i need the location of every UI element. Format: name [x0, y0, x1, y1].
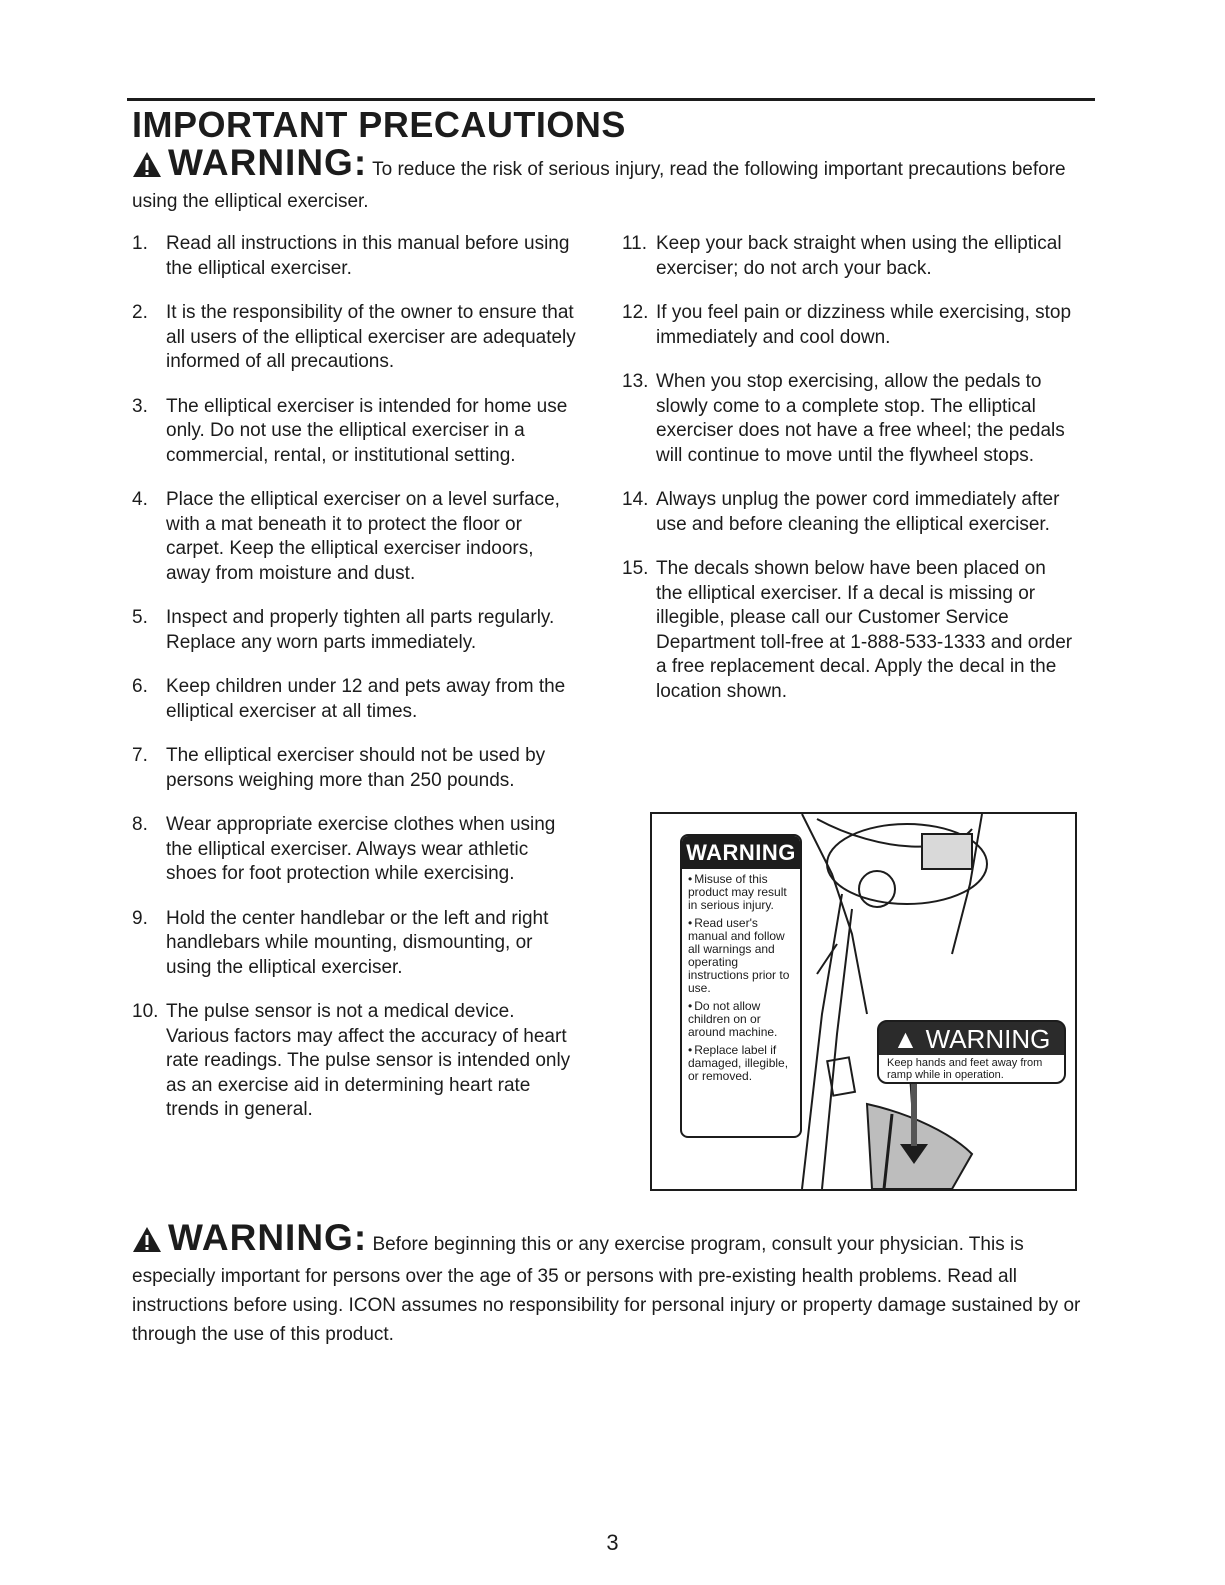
- precaution-item: 4. Place the elliptical exerciser on a level surface, with a mat beneath it to protect the floor or carpet. Keep the elliptical exerciser indoors, away from moisture and dust.: [132, 489, 560, 584]
- warning-physician-text: Before beginning this or any exercise program, consult your physician. This is especially important for persons over the age of 35 or persons with pre-existing health problems. Read all instructions before using. ICON assumes no responsibility for personal injury or property damage sustained by or through the use of this product.: [132, 1234, 1081, 1345]
- page-number: 3: [606, 1530, 619, 1555]
- warning-decal-large: [877, 1020, 1066, 1084]
- warning-triangle-icon: [132, 1226, 162, 1262]
- precaution-item: 1. Read all instructions in this manual before using the elliptical exerciser.: [132, 233, 570, 279]
- warning-intro: [132, 142, 1092, 216]
- decal-small-bullet: • Misuse of this product may result in serious injury.: [688, 873, 794, 912]
- decal-illustration: [650, 812, 1077, 1191]
- precautions-left-column: [132, 232, 582, 1143]
- decal-small-bullet: • Replace label if damaged, illegible, or removed.: [688, 1044, 794, 1083]
- precaution-item: 11. Keep your back straight when using the elliptical exerciser; do not arch your back.: [622, 233, 1062, 279]
- warning-physician: [132, 1217, 1092, 1349]
- page-title: IMPORTANT PRECAUTIONS: [132, 104, 626, 145]
- decal-small-bullet: • Read user's manual and follow all warnings and operating instructions prior to use.: [688, 917, 794, 995]
- precautions-right-column: [622, 232, 1077, 724]
- warning-label: WARNING:: [168, 142, 368, 183]
- decal-large-text: Keep hands and feet away from ramp while in operation.: [879, 1055, 1064, 1084]
- warning-triangle-icon: ▲: [892, 1024, 919, 1054]
- precaution-item: 3. The elliptical exerciser is intended for home use only. Do not use the elliptical exerciser in a commercial, rental, or institutional setting.: [132, 395, 568, 466]
- precaution-item: 13. When you stop exercising, allow the pedals to slowly come to a complete stop. The elliptical exerciser does not have a free wheel; the pedals will continue to move until the flywheel stops.: [622, 371, 1065, 466]
- precaution-item: 15. The decals shown below have been placed on the elliptical exerciser. If a decal is missing or illegible, please call our Customer Service Department toll-free at 1-888-533-1333 and order a free replacement decal. Apply the decal in the location shown.: [622, 558, 1073, 702]
- warning-triangle-icon: [132, 151, 162, 187]
- decal-small-bullet: • Do not allow children on or around machine.: [688, 1000, 794, 1039]
- warning-label: WARNING:: [168, 1217, 368, 1258]
- decal-small-heading: WARNING: [682, 836, 800, 869]
- warning-decal-small: [680, 834, 802, 1138]
- precaution-item: 5. Inspect and properly tighten all parts regularly. Replace any worn parts immediately.: [132, 607, 555, 653]
- header-rule: [127, 98, 1095, 101]
- precaution-item: 9. Hold the center handlebar or the left and right handlebars while mounting, dismounting, or using the elliptical exerciser.: [132, 907, 549, 978]
- decal-large-heading: ▲ WARNING: [892, 1024, 1051, 1054]
- warning-intro-text: To reduce the risk of serious injury, read the following important precautions before using the elliptical exerciser.: [132, 159, 1066, 212]
- precaution-item: 12. If you feel pain or dizziness while exercising, stop immediately and cool down.: [622, 302, 1072, 348]
- precaution-item: 14. Always unplug the power cord immediately after use and before cleaning the elliptical exerciser.: [622, 489, 1060, 535]
- precaution-item: 2. It is the responsibility of the owner to ensure that all users of the elliptical exerciser are adequately informed of all precautions.: [132, 302, 576, 372]
- precaution-item: 10. The pulse sensor is not a medical device. Various factors may affect the accuracy of heart rate readings. The pulse sensor is intended only as an exercise aid in determining heart rate trends in general.: [132, 1001, 571, 1120]
- precaution-item: 7. The elliptical exerciser should not be used by persons weighing more than 250 pounds.: [132, 745, 546, 791]
- precaution-item: 6. Keep children under 12 and pets away from the elliptical exerciser at all times.: [132, 676, 566, 722]
- precaution-item: 8. Wear appropriate exercise clothes when using the elliptical exerciser. Always wear athletic shoes for foot protection while exercising.: [132, 814, 556, 884]
